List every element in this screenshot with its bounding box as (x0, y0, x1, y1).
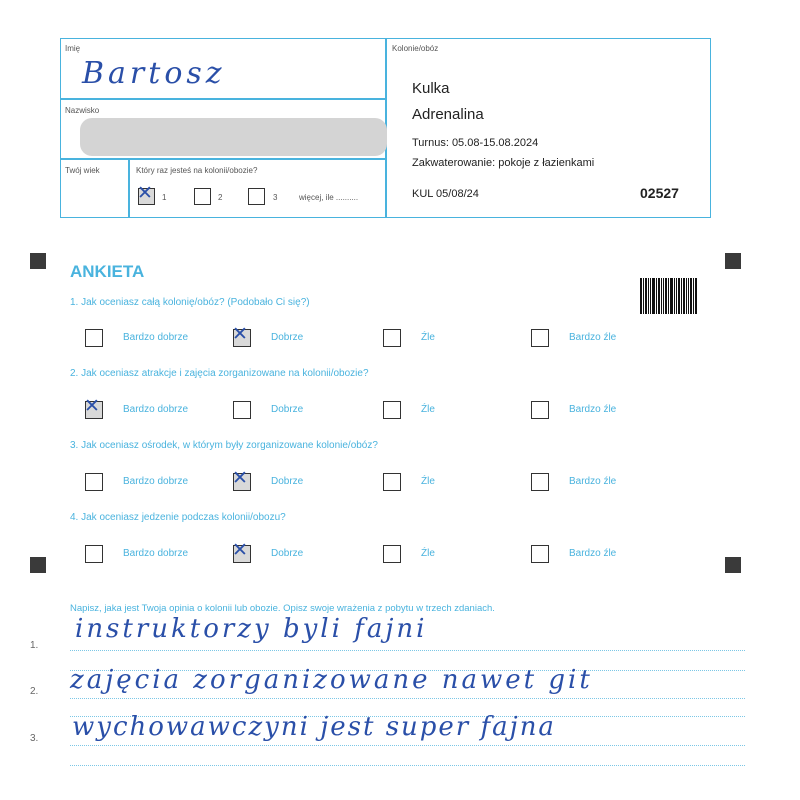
age-label: Twój wiek (65, 166, 100, 175)
opinion-line-3b-dots (70, 765, 745, 766)
opinion-line-2-dots (70, 698, 745, 699)
which-time-option-2: 2 (218, 193, 223, 202)
question-4-checkbox-2[interactable] (232, 539, 251, 563)
question-3-checkbox-2[interactable] (232, 467, 251, 491)
surname-label: Nazwisko (65, 106, 100, 115)
opinion-number-3: 3. (30, 733, 39, 744)
which-time-checkbox-3[interactable] (248, 188, 265, 205)
accommodation: Zakwaterowanie: pokoje z łazienkami (412, 157, 595, 169)
question-2-option-2-label: Dobrze (271, 404, 304, 415)
corner-marker-top-left (30, 253, 46, 269)
question-3-checkbox-4[interactable] (531, 473, 549, 491)
question-4-option-1-label: Bardzo dobrze (123, 548, 189, 559)
barcode (640, 278, 698, 314)
check-mark-icon: ✕ (232, 467, 248, 489)
which-time-option-3: 3 (273, 193, 278, 202)
question-4-text: 4. Jak oceniasz jedzenie podczas kolonii/obozu? (70, 512, 286, 523)
name-label: Imię (65, 44, 81, 53)
question-3-option-1-label: Bardzo dobrze (123, 476, 189, 487)
check-mark-icon: ✕ (84, 395, 100, 417)
question-4-option-2-label: Dobrze (271, 548, 304, 559)
question-1-option-2-label: Dobrze (271, 332, 304, 343)
question-1-option-4-label: Bardzo źle (569, 332, 617, 343)
form-number: 02527 (640, 185, 679, 201)
name-value[interactable]: Bartosz (82, 56, 226, 91)
question-2-checkbox-3[interactable] (383, 401, 401, 419)
opinion-answer-1[interactable]: instruktorzy byli fajni (75, 614, 428, 644)
survey-title: ANKIETA (70, 262, 145, 281)
question-4-checkbox-4[interactable] (531, 545, 549, 563)
camp-code: KUL 05/08/24 (412, 188, 479, 200)
which-time-label: Który raz jesteś na kolonii/obozie? (136, 166, 258, 175)
camp-name-line1: Kulka (412, 80, 450, 97)
opinion-answer-3[interactable]: wychowawczyni jest super fajna (72, 712, 556, 742)
question-3-option-4-label: Bardzo źle (569, 476, 617, 487)
opinion-prompt: Napisz, jaka jest Twoja opinia o kolonii lub obozie. Opisz swoje wrażenia z pobytu w trzech zdaniach. (70, 603, 495, 614)
question-3-option-2-label: Dobrze (271, 476, 304, 487)
question-3-checkbox-3[interactable] (383, 473, 401, 491)
question-3-option-3-label: Źle (421, 476, 435, 487)
header-divider-name (60, 98, 386, 100)
question-1-option-1-label: Bardzo dobrze (123, 332, 189, 343)
camp-name-line2: Adrenalina (412, 106, 484, 123)
surname-redaction (80, 118, 387, 156)
corner-marker-bottom-left (30, 557, 46, 573)
question-2-checkbox-2[interactable] (233, 401, 251, 419)
check-mark-icon: ✕ (232, 323, 248, 345)
question-2-checkbox-4[interactable] (531, 401, 549, 419)
which-time-option-1: 1 (162, 193, 167, 202)
question-1-checkbox-4[interactable] (531, 329, 549, 347)
which-time-checkbox-1[interactable] (137, 182, 155, 205)
corner-marker-top-right (725, 253, 741, 269)
question-4-checkbox-3[interactable] (383, 545, 401, 563)
corner-marker-bottom-right (725, 557, 741, 573)
question-1-option-3-label: Źle (421, 332, 435, 343)
header-divider-age (128, 158, 130, 218)
opinion-number-1: 1. (30, 640, 39, 651)
which-time-checkbox-2[interactable] (194, 188, 211, 205)
opinion-line-3-dots (70, 745, 745, 746)
question-2-text: 2. Jak oceniasz atrakcje i zajęcia zorganizowane na kolonii/obozie? (70, 368, 369, 379)
turnus-dates: Turnus: 05.08-15.08.2024 (412, 137, 539, 149)
question-2-option-1-label: Bardzo dobrze (123, 404, 189, 415)
check-mark-icon: ✕ (232, 539, 248, 561)
question-2-option-3-label: Źle (421, 404, 435, 415)
question-2-checkbox-1[interactable] (84, 395, 103, 419)
question-3-text: 3. Jak oceniasz ośrodek, w którym były zorganizowane kolonie/obóz? (70, 440, 378, 451)
opinion-line-1-dots (70, 650, 745, 651)
camp-label: Kolonie/obóz (392, 44, 439, 53)
question-1-checkbox-2[interactable] (232, 323, 251, 347)
question-4-option-4-label: Bardzo źle (569, 548, 617, 559)
opinion-answer-2[interactable]: zajęcia zorganizowane nawet git (70, 665, 593, 695)
question-4-checkbox-1[interactable] (85, 545, 103, 563)
question-4-option-3-label: Źle (421, 548, 435, 559)
question-1-checkbox-1[interactable] (85, 329, 103, 347)
question-1-text: 1. Jak oceniasz całą kolonię/obóz? (Podobało Ci się?) (70, 297, 310, 308)
check-mark-icon: ✕ (137, 182, 153, 204)
question-1-checkbox-3[interactable] (383, 329, 401, 347)
header-divider-surname (60, 158, 386, 160)
question-2-option-4-label: Bardzo źle (569, 404, 617, 415)
question-3-checkbox-1[interactable] (85, 473, 103, 491)
which-time-more: więcej, ile .......... (299, 193, 359, 202)
opinion-number-2: 2. (30, 686, 39, 697)
